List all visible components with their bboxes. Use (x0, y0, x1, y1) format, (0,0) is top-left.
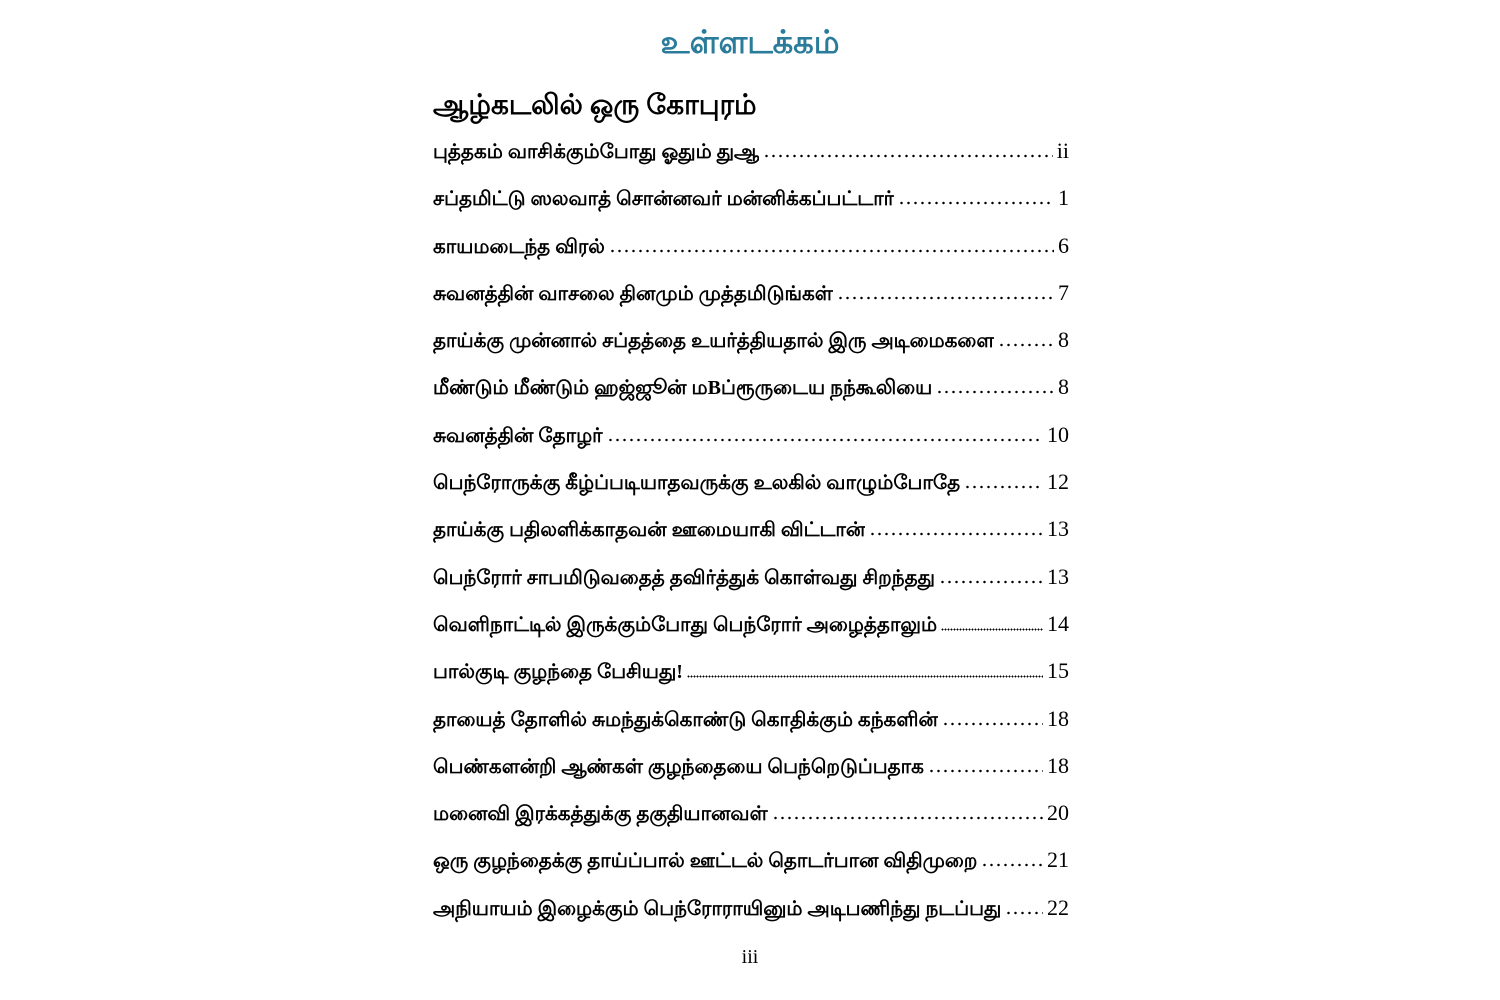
book-title: ஆழ்கடலில் ஒரு கோபுரம் (433, 90, 757, 121)
toc-list (433, 138, 1069, 942)
dot-leader (837, 296, 1054, 300)
toc-entry-page: 18 (1047, 705, 1069, 731)
toc-entry-title: பெந்ரோருக்கு கீழ்ப்படியாதவருக்கு உலகில் வாழும்போதே (433, 472, 961, 495)
toc-entry-title: வெளிநாட்டில் இருக்கும்போது பெந்ரோர் அழைத்தாலும் (433, 613, 938, 636)
toc-heading: உள்ளடக்கம் (660, 24, 840, 60)
toc-entry[interactable] (433, 564, 1069, 611)
toc-entry-page: 20 (1047, 800, 1069, 826)
toc-entry-page: 6 (1058, 232, 1069, 258)
dot-leader (964, 485, 1043, 489)
toc-entry[interactable] (433, 800, 1069, 847)
toc-entry-title: பால்குடி குழந்தை பேசியது! (433, 661, 683, 684)
dot-leader (1005, 911, 1043, 915)
toc-entry[interactable] (433, 422, 1069, 469)
toc-entry-title: ஒரு குழந்தைக்கு தாய்ப்பால் ஊட்டல் தொடர்பான விதிமுறை (433, 850, 978, 873)
toc-entry-title: புத்தகம் வாசிக்கும்போது ஓதும் துஆ (433, 141, 760, 163)
dot-leader (687, 675, 1043, 678)
dot-leader (609, 249, 1054, 253)
toc-entry-title: தாய்க்கு முன்னால் சப்தத்தை உயர்த்தியதால் இரு அடிமைகளை (433, 330, 995, 353)
dot-leader (928, 769, 1043, 773)
toc-entry[interactable] (433, 611, 1069, 658)
toc-entry-title: சப்தமிட்டு ஸலவாத் சொன்னவர் மன்னிக்கப்பட்டார் (433, 188, 895, 211)
toc-entry-page: ii (1056, 138, 1069, 163)
toc-entry-page: 13 (1047, 563, 1069, 589)
toc-entry-page: 12 (1047, 469, 1069, 495)
dot-leader (869, 532, 1043, 536)
toc-entry[interactable] (433, 658, 1069, 705)
toc-entry[interactable] (433, 847, 1069, 894)
toc-entry-page: 13 (1047, 516, 1069, 542)
toc-entry[interactable] (433, 374, 1069, 421)
toc-entry-title: சுவனத்தின் வாசலை தினமும் முத்தமிடுங்கள் (433, 282, 833, 305)
dot-leader (941, 628, 1043, 631)
toc-entry[interactable] (433, 185, 1069, 232)
toc-entry-page: 18 (1047, 752, 1069, 778)
toc-entry-title: பெந்ரோர் சாபமிடுவதைத் தவிர்த்துக் கொள்வது சிறந்தது (433, 566, 935, 589)
toc-entry[interactable] (433, 516, 1069, 563)
toc-entry-title: மனைவி இரக்கத்துக்கு தகுதியானவள் (433, 803, 768, 826)
toc-entry-title: சுவனத்தின் தோழர் (433, 424, 603, 447)
toc-entry-title: தாயைத் தோளில் சுமந்துக்கொண்டு கொதிக்கும் கந்களின் (433, 708, 938, 731)
dot-leader (942, 722, 1043, 726)
dot-leader (898, 201, 1054, 205)
toc-entry[interactable] (433, 895, 1069, 942)
toc-entry-title: பெண்களன்றி ஆண்கள் குழந்தையை பெந்றெடுப்பதாக (433, 755, 924, 778)
toc-entry-page: 21 (1047, 847, 1069, 873)
toc-entry-page: 15 (1047, 658, 1069, 684)
toc-entry-page: 14 (1047, 610, 1069, 636)
dot-leader (981, 863, 1043, 867)
toc-entry[interactable] (433, 706, 1069, 753)
toc-entry-page: 10 (1047, 421, 1069, 447)
toc-entry-title: மீண்டும் மீண்டும் ஹஜ்ஜூன் மBப்ரூருடைய நந்கூலியை (433, 377, 933, 400)
toc-entry-page: 1 (1058, 185, 1069, 211)
toc-entry[interactable] (433, 327, 1069, 374)
toc-entry-title: தாய்க்கு பதிலளிக்காதவன் ஊமையாகி விட்டான் (433, 519, 866, 542)
toc-entry-page: 7 (1058, 279, 1069, 305)
dot-leader (936, 390, 1054, 394)
dot-leader (998, 343, 1054, 347)
dot-leader (763, 154, 1052, 158)
toc-entry[interactable] (433, 233, 1069, 280)
toc-entry-page: 8 (1058, 374, 1069, 400)
toc-entry[interactable] (433, 753, 1069, 800)
toc-entry-page: 22 (1047, 894, 1069, 920)
toc-entry-page: 8 (1058, 327, 1069, 353)
toc-entry[interactable] (433, 280, 1069, 327)
dot-leader (939, 580, 1043, 584)
toc-entry-title: அநியாயம் இழைக்கும் பெந்ரோராயினும் அடிபணிந்து நடப்பது (433, 897, 1002, 920)
dot-leader (607, 438, 1043, 442)
toc-entry[interactable] (433, 469, 1069, 516)
page-number: iii (741, 946, 759, 968)
dot-leader (772, 816, 1043, 820)
toc-entry-title: காயமடைந்த விரல் (433, 235, 605, 258)
toc-entry[interactable] (433, 138, 1069, 185)
